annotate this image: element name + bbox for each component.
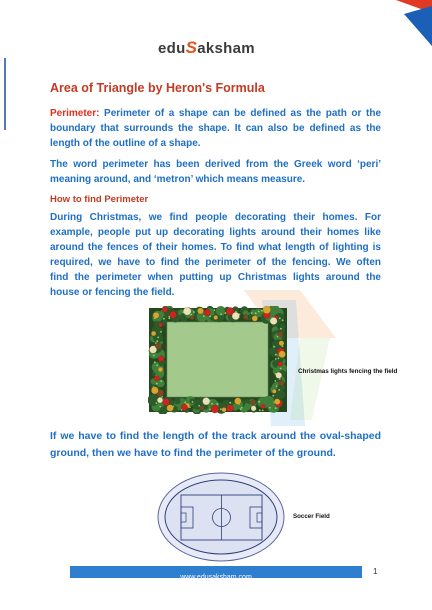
christmas-lights-frame-illustration bbox=[148, 306, 288, 414]
wreath-needle-highlight bbox=[275, 354, 277, 356]
oval-track-paragraph bbox=[50, 428, 381, 461]
wreath-needle-highlight bbox=[160, 331, 162, 333]
footer-bar bbox=[70, 566, 362, 581]
field-green-area bbox=[167, 322, 268, 397]
wreath-needle-highlight bbox=[269, 407, 271, 409]
wreath-needle-highlight bbox=[258, 401, 260, 403]
wreath-needle-highlight bbox=[153, 355, 155, 357]
wreath-needle-highlight bbox=[192, 401, 194, 403]
perimeter-label: Perimeter: bbox=[50, 108, 100, 119]
wreath-ornament bbox=[261, 404, 266, 409]
wreath-ornament bbox=[243, 315, 248, 320]
etymology-line-2: meaning around, and ‘metron’ which means measure. bbox=[50, 174, 306, 185]
wreath-caption: Christmas lights fencing the field bbox=[298, 368, 398, 375]
wreath-needle-highlight bbox=[276, 385, 278, 387]
wreath-ornament bbox=[159, 323, 163, 327]
wreath-needle-highlight bbox=[216, 403, 218, 405]
track-line-1: If we have to find the length of the track around the oval-shaped bbox=[50, 430, 381, 442]
wreath-ornament bbox=[190, 316, 194, 320]
wreath-ornament bbox=[197, 308, 203, 314]
soccer-field-figure bbox=[156, 471, 286, 563]
wreath-ornament bbox=[279, 351, 286, 358]
logo-prefix: edu bbox=[158, 40, 186, 57]
wreath-ornament bbox=[151, 387, 158, 394]
wreath-ornament bbox=[158, 367, 163, 372]
wreath-needle-highlight bbox=[274, 380, 276, 382]
wreath-ornament bbox=[181, 404, 188, 411]
wreath-needle-highlight bbox=[163, 318, 165, 320]
wreath-ornament bbox=[154, 376, 160, 382]
wreath-ornament bbox=[278, 362, 283, 367]
wreath-needle-highlight bbox=[154, 361, 156, 363]
wreath-ornament bbox=[251, 406, 256, 411]
wreath-ornament bbox=[204, 309, 211, 316]
wreath-needle-highlight bbox=[220, 313, 222, 315]
wreath-ornament bbox=[167, 405, 174, 412]
wreath-needle-highlight bbox=[262, 410, 264, 412]
soccer-field-caption: Soccer Field bbox=[293, 513, 330, 520]
wreath-needle-highlight bbox=[203, 315, 205, 317]
wreath-ornament bbox=[211, 405, 219, 413]
definition-line-3: length of the outline of a shape. bbox=[50, 138, 201, 149]
page-number: 1 bbox=[373, 567, 378, 576]
perimeter-definition-paragraph bbox=[50, 106, 381, 151]
corner-blue-triangle bbox=[404, 6, 432, 46]
wreath-ornament bbox=[263, 306, 271, 314]
wreath-needle-highlight bbox=[241, 407, 243, 409]
footer-website: www.edusaksham.com bbox=[180, 574, 252, 581]
wreath-needle-highlight bbox=[160, 380, 162, 382]
wreath-ornament bbox=[252, 316, 258, 322]
example-line-4: required, we have to find the perimeter of the fencing. We often bbox=[50, 257, 381, 268]
wreath-ornament bbox=[278, 332, 284, 338]
etymology-line-1: The word perimeter has been derived from the Greek word ‘peri’ bbox=[50, 159, 381, 170]
wreath-ornament bbox=[203, 398, 210, 405]
wreath-needle-highlight bbox=[280, 328, 282, 330]
wreath-ornament bbox=[276, 372, 282, 378]
christmas-wreath-figure bbox=[148, 306, 288, 414]
etymology-paragraph bbox=[50, 157, 381, 187]
wreath-ornament bbox=[270, 317, 277, 324]
wreath-needle-highlight bbox=[156, 383, 158, 385]
logo-suffix: aksham bbox=[197, 40, 255, 57]
wreath-ornament bbox=[155, 343, 161, 349]
wreath-greenery bbox=[174, 398, 180, 404]
wreath-ornament bbox=[232, 312, 240, 320]
example-line-3: around the fences of their homes. To find what length of lighting is bbox=[50, 242, 381, 253]
wreath-ornament bbox=[279, 380, 285, 386]
definition-line-1 bbox=[50, 106, 381, 121]
wreath-needle-highlight bbox=[211, 403, 213, 405]
wreath-needle-highlight bbox=[156, 364, 158, 366]
wreath-needle-highlight bbox=[156, 340, 158, 342]
wreath-needle-highlight bbox=[282, 319, 284, 321]
wreath-needle-highlight bbox=[156, 402, 158, 404]
wreath-needle-highlight bbox=[255, 312, 257, 314]
wreath-needle-highlight bbox=[259, 409, 261, 411]
wreath-ornament bbox=[169, 311, 176, 318]
wreath-needle-highlight bbox=[157, 337, 159, 339]
wreath-needle-highlight bbox=[168, 317, 170, 319]
page-title: Area of Triangle by Heron's Formula bbox=[50, 81, 265, 95]
christmas-example-paragraph bbox=[50, 210, 381, 300]
wreath-needle-highlight bbox=[184, 402, 186, 404]
wreath-needle-highlight bbox=[229, 402, 231, 404]
definition-text-line-1: Perimeter of a shape can be defined as the path or the bbox=[104, 108, 382, 119]
example-line-2: example, people put up decorating lights around their homes like bbox=[50, 227, 381, 238]
wreath-ornament bbox=[199, 405, 204, 410]
section-heading-how-to-find-perimeter: How to find Perimeter bbox=[50, 194, 149, 205]
wreath-ornament bbox=[234, 398, 241, 405]
wreath-ornament bbox=[274, 399, 280, 405]
wreath-needle-highlight bbox=[279, 317, 281, 319]
wreath-needle-highlight bbox=[214, 309, 216, 311]
wreath-ornament bbox=[279, 341, 284, 346]
wreath-needle-highlight bbox=[278, 389, 280, 391]
inner-track-oval bbox=[165, 480, 277, 554]
wreath-needle-highlight bbox=[261, 310, 263, 312]
example-line-5: find the perimeter when putting up Christmas lights around the bbox=[50, 272, 381, 283]
example-line-1: During Christmas, we find people decorating their homes. For bbox=[50, 212, 381, 223]
wreath-ornament bbox=[183, 307, 191, 315]
edusaksham-logo bbox=[158, 37, 255, 59]
wreath-needle-highlight bbox=[240, 408, 242, 410]
wreath-ornament bbox=[226, 405, 233, 412]
wreath-needle-highlight bbox=[273, 346, 275, 348]
wreath-greenery bbox=[155, 327, 162, 334]
wreath-ornament bbox=[151, 331, 156, 336]
logo-mark: S bbox=[185, 38, 198, 57]
definition-line-2: boundary that surrounds the shape. It can also be defined as the bbox=[50, 123, 381, 134]
wreath-ornament bbox=[222, 407, 227, 412]
track-line-2: ground, then we have to find the perimeter of the ground. bbox=[50, 446, 336, 459]
soccer-field-illustration bbox=[156, 471, 286, 563]
wreath-ornament bbox=[153, 312, 159, 318]
wreath-ornament bbox=[157, 397, 163, 403]
wreath-ornament bbox=[250, 400, 255, 405]
wreath-needle-highlight bbox=[280, 368, 282, 370]
wreath-greenery bbox=[190, 398, 196, 404]
wreath-needle-highlight bbox=[272, 395, 274, 397]
wreath-ornament bbox=[272, 389, 276, 393]
example-line-6: house or fencing the field. bbox=[50, 287, 175, 298]
wreath-needle-highlight bbox=[251, 312, 253, 314]
wreath-ornament bbox=[214, 315, 218, 319]
wreath-needle-highlight bbox=[209, 316, 211, 318]
wreath-needle-highlight bbox=[258, 311, 260, 313]
wreath-needle-highlight bbox=[275, 358, 277, 360]
wreath-needle-highlight bbox=[275, 407, 277, 409]
wreath-needle-highlight bbox=[278, 358, 280, 360]
wreath-ornament bbox=[163, 398, 170, 405]
wreath-needle-highlight bbox=[193, 311, 195, 313]
wreath-ornament bbox=[158, 356, 164, 362]
wreath-needle-highlight bbox=[159, 406, 161, 408]
wreath-ornament bbox=[162, 307, 168, 313]
